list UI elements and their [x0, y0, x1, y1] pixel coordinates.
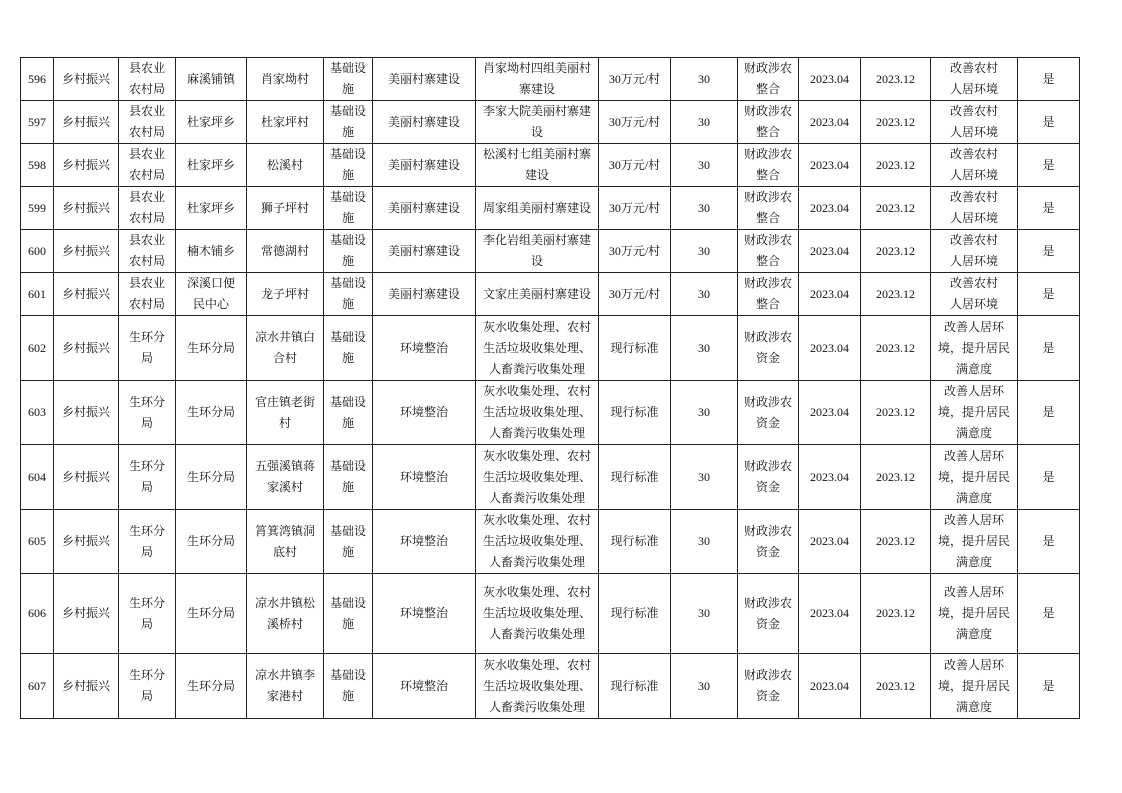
cell-end: 2023.12: [861, 144, 931, 187]
table-row: [21, 144, 1080, 187]
cell-dept: 县农业农村局: [119, 187, 176, 230]
cell-flag: 是: [1018, 445, 1080, 510]
cell-start: 2023.04: [799, 187, 861, 230]
cell-no: 603: [21, 381, 54, 445]
cell-no: 597: [21, 101, 54, 144]
cell-end: 2023.12: [861, 58, 931, 101]
cell-category: 乡村振兴: [54, 316, 119, 381]
cell-end: 2023.12: [861, 273, 931, 316]
cell-town: 生环分局: [176, 381, 247, 445]
cell-town: 生环分局: [176, 445, 247, 510]
cell-dept: 生环分局: [119, 316, 176, 381]
cell-fund: 财政涉农资金: [738, 654, 799, 719]
cell-dept: 县农业农村局: [119, 58, 176, 101]
cell-subtype: 环境整治: [373, 381, 476, 445]
cell-start: 2023.04: [799, 574, 861, 654]
cell-flag: 是: [1018, 654, 1080, 719]
cell-goal: 改善农村人居环境: [931, 101, 1018, 144]
cell-town: 杜家坪乡: [176, 101, 247, 144]
cell-no: 604: [21, 445, 54, 510]
table-row: [21, 445, 1080, 510]
cell-fund: 财政涉农资金: [738, 381, 799, 445]
cell-goal: 改善人居环境，提升居民满意度: [931, 381, 1018, 445]
cell-town: 深溪口便民中心: [176, 273, 247, 316]
cell-end: 2023.12: [861, 381, 931, 445]
cell-goal: 改善人居环境，提升居民满意度: [931, 574, 1018, 654]
cell-category: 乡村振兴: [54, 445, 119, 510]
cell-dept: 生环分局: [119, 654, 176, 719]
cell-content: 松溪村七组美丽村寨建设: [476, 144, 599, 187]
cell-category: 乡村振兴: [54, 510, 119, 574]
cell-dept: 县农业农村局: [119, 230, 176, 273]
table-row: [21, 230, 1080, 273]
cell-no: 606: [21, 574, 54, 654]
cell-start: 2023.04: [799, 144, 861, 187]
cell-flag: 是: [1018, 381, 1080, 445]
cell-flag: 是: [1018, 273, 1080, 316]
cell-flag: 是: [1018, 144, 1080, 187]
cell-village: 五强溪镇蒋家溪村: [247, 445, 324, 510]
cell-content: 周家组美丽村寨建设: [476, 187, 599, 230]
cell-start: 2023.04: [799, 230, 861, 273]
cell-town: 杜家坪乡: [176, 187, 247, 230]
cell-goal: 改善人居环境，提升居民满意度: [931, 445, 1018, 510]
cell-end: 2023.12: [861, 101, 931, 144]
table-body: [21, 58, 1080, 719]
cell-amount: 30: [671, 445, 738, 510]
table-row: [21, 654, 1080, 719]
cell-amount: 30: [671, 654, 738, 719]
cell-town: 麻溪铺镇: [176, 58, 247, 101]
cell-goal: 改善人居环境，提升居民满意度: [931, 510, 1018, 574]
cell-goal: 改善农村人居环境: [931, 273, 1018, 316]
cell-village: 狮子坪村: [247, 187, 324, 230]
cell-fund: 财政涉农资金: [738, 316, 799, 381]
cell-content: 文家庄美丽村寨建设: [476, 273, 599, 316]
cell-town: 生环分局: [176, 654, 247, 719]
cell-flag: 是: [1018, 316, 1080, 381]
cell-start: 2023.04: [799, 510, 861, 574]
cell-content: 灰水收集处理、农村生活垃圾收集处理、人畜粪污收集处理: [476, 445, 599, 510]
cell-standard: 30万元/村: [599, 230, 671, 273]
cell-standard: 30万元/村: [599, 144, 671, 187]
cell-goal: 改善农村人居环境: [931, 58, 1018, 101]
cell-amount: 30: [671, 144, 738, 187]
cell-standard: 30万元/村: [599, 58, 671, 101]
cell-type: 基础设施: [324, 654, 373, 719]
cell-type: 基础设施: [324, 144, 373, 187]
cell-flag: 是: [1018, 510, 1080, 574]
cell-type: 基础设施: [324, 510, 373, 574]
cell-start: 2023.04: [799, 101, 861, 144]
cell-amount: 30: [671, 381, 738, 445]
cell-end: 2023.12: [861, 316, 931, 381]
cell-goal: 改善人居环境，提升居民满意度: [931, 654, 1018, 719]
cell-no: 602: [21, 316, 54, 381]
cell-category: 乡村振兴: [54, 58, 119, 101]
cell-goal: 改善农村人居环境: [931, 230, 1018, 273]
cell-no: 598: [21, 144, 54, 187]
cell-no: 596: [21, 58, 54, 101]
cell-standard: 30万元/村: [599, 273, 671, 316]
cell-no: 600: [21, 230, 54, 273]
cell-amount: 30: [671, 58, 738, 101]
table-row: [21, 316, 1080, 381]
cell-standard: 现行标准: [599, 316, 671, 381]
cell-start: 2023.04: [799, 381, 861, 445]
cell-amount: 30: [671, 101, 738, 144]
cell-content: 灰水收集处理、农村生活垃圾收集处理、人畜粪污收集处理: [476, 316, 599, 381]
cell-subtype: 美丽村寨建设: [373, 273, 476, 316]
cell-dept: 县农业农村局: [119, 144, 176, 187]
table-row: [21, 381, 1080, 445]
cell-category: 乡村振兴: [54, 574, 119, 654]
cell-village: 凉水井镇李家港村: [247, 654, 324, 719]
cell-content: 灰水收集处理、农村生活垃圾收集处理、人畜粪污收集处理: [476, 381, 599, 445]
cell-town: 杜家坪乡: [176, 144, 247, 187]
cell-no: 599: [21, 187, 54, 230]
cell-type: 基础设施: [324, 101, 373, 144]
cell-type: 基础设施: [324, 230, 373, 273]
cell-standard: 现行标准: [599, 445, 671, 510]
cell-no: 605: [21, 510, 54, 574]
cell-fund: 财政涉农整合: [738, 273, 799, 316]
table-row: [21, 58, 1080, 101]
cell-subtype: 环境整治: [373, 316, 476, 381]
cell-dept: 生环分局: [119, 574, 176, 654]
cell-dept: 县农业农村局: [119, 273, 176, 316]
table-row: [21, 101, 1080, 144]
cell-fund: 财政涉农资金: [738, 510, 799, 574]
cell-standard: 30万元/村: [599, 101, 671, 144]
cell-village: 筲箕湾镇洞底村: [247, 510, 324, 574]
cell-dept: 县农业农村局: [119, 101, 176, 144]
cell-flag: 是: [1018, 230, 1080, 273]
cell-fund: 财政涉农资金: [738, 445, 799, 510]
cell-village: 凉水井镇白合村: [247, 316, 324, 381]
cell-village: 龙子坪村: [247, 273, 324, 316]
cell-amount: 30: [671, 230, 738, 273]
cell-amount: 30: [671, 574, 738, 654]
cell-subtype: 美丽村寨建设: [373, 230, 476, 273]
cell-fund: 财政涉农整合: [738, 101, 799, 144]
cell-goal: 改善农村人居环境: [931, 144, 1018, 187]
cell-category: 乡村振兴: [54, 230, 119, 273]
cell-fund: 财政涉农整合: [738, 230, 799, 273]
cell-village: 松溪村: [247, 144, 324, 187]
cell-no: 601: [21, 273, 54, 316]
cell-flag: 是: [1018, 101, 1080, 144]
cell-fund: 财政涉农整合: [738, 58, 799, 101]
table-row: [21, 510, 1080, 574]
cell-subtype: 环境整治: [373, 445, 476, 510]
cell-start: 2023.04: [799, 654, 861, 719]
cell-subtype: 美丽村寨建设: [373, 144, 476, 187]
cell-amount: 30: [671, 273, 738, 316]
cell-village: 官庄镇老街村: [247, 381, 324, 445]
cell-category: 乡村振兴: [54, 381, 119, 445]
cell-village: 常德湖村: [247, 230, 324, 273]
cell-no: 607: [21, 654, 54, 719]
cell-end: 2023.12: [861, 654, 931, 719]
cell-end: 2023.12: [861, 230, 931, 273]
cell-type: 基础设施: [324, 187, 373, 230]
cell-goal: 改善人居环境，提升居民满意度: [931, 316, 1018, 381]
cell-start: 2023.04: [799, 316, 861, 381]
cell-category: 乡村振兴: [54, 273, 119, 316]
cell-end: 2023.12: [861, 187, 931, 230]
table-row: [21, 273, 1080, 316]
cell-flag: 是: [1018, 574, 1080, 654]
cell-town: 生环分局: [176, 316, 247, 381]
cell-category: 乡村振兴: [54, 101, 119, 144]
cell-fund: 财政涉农整合: [738, 144, 799, 187]
cell-subtype: 环境整治: [373, 510, 476, 574]
cell-dept: 生环分局: [119, 510, 176, 574]
cell-town: 生环分局: [176, 510, 247, 574]
table-row: [21, 187, 1080, 230]
cell-type: 基础设施: [324, 273, 373, 316]
cell-type: 基础设施: [324, 58, 373, 101]
cell-standard: 现行标准: [599, 654, 671, 719]
cell-type: 基础设施: [324, 381, 373, 445]
table-row: [21, 574, 1080, 654]
cell-goal: 改善农村人居环境: [931, 187, 1018, 230]
cell-village: 杜家坪村: [247, 101, 324, 144]
cell-subtype: 美丽村寨建设: [373, 58, 476, 101]
cell-category: 乡村振兴: [54, 144, 119, 187]
cell-dept: 生环分局: [119, 381, 176, 445]
cell-type: 基础设施: [324, 316, 373, 381]
cell-start: 2023.04: [799, 445, 861, 510]
cell-village: 凉水井镇松溪桥村: [247, 574, 324, 654]
cell-flag: 是: [1018, 187, 1080, 230]
cell-fund: 财政涉农资金: [738, 574, 799, 654]
cell-subtype: 美丽村寨建设: [373, 101, 476, 144]
cell-standard: 现行标准: [599, 381, 671, 445]
cell-type: 基础设施: [324, 574, 373, 654]
cell-content: 灰水收集处理、农村生活垃圾收集处理、人畜粪污收集处理: [476, 510, 599, 574]
cell-end: 2023.12: [861, 445, 931, 510]
cell-amount: 30: [671, 316, 738, 381]
cell-end: 2023.12: [861, 574, 931, 654]
cell-standard: 30万元/村: [599, 187, 671, 230]
cell-category: 乡村振兴: [54, 187, 119, 230]
cell-amount: 30: [671, 510, 738, 574]
cell-subtype: 环境整治: [373, 574, 476, 654]
cell-dept: 生环分局: [119, 445, 176, 510]
project-table: [20, 57, 1080, 719]
cell-subtype: 环境整治: [373, 654, 476, 719]
cell-standard: 现行标准: [599, 510, 671, 574]
cell-category: 乡村振兴: [54, 654, 119, 719]
cell-subtype: 美丽村寨建设: [373, 187, 476, 230]
cell-type: 基础设施: [324, 445, 373, 510]
cell-content: 灰水收集处理、农村生活垃圾收集处理、人畜粪污收集处理: [476, 654, 599, 719]
cell-content: 李化岩组美丽村寨建设: [476, 230, 599, 273]
cell-standard: 现行标准: [599, 574, 671, 654]
cell-start: 2023.04: [799, 58, 861, 101]
cell-town: 生环分局: [176, 574, 247, 654]
cell-village: 肖家坳村: [247, 58, 324, 101]
cell-end: 2023.12: [861, 510, 931, 574]
cell-town: 楠木铺乡: [176, 230, 247, 273]
cell-amount: 30: [671, 187, 738, 230]
cell-flag: 是: [1018, 58, 1080, 101]
cell-content: 灰水收集处理、农村生活垃圾收集处理、人畜粪污收集处理: [476, 574, 599, 654]
cell-fund: 财政涉农整合: [738, 187, 799, 230]
cell-content: 李家大院美丽村寨建设: [476, 101, 599, 144]
cell-start: 2023.04: [799, 273, 861, 316]
cell-content: 肖家坳村四组美丽村寨建设: [476, 58, 599, 101]
